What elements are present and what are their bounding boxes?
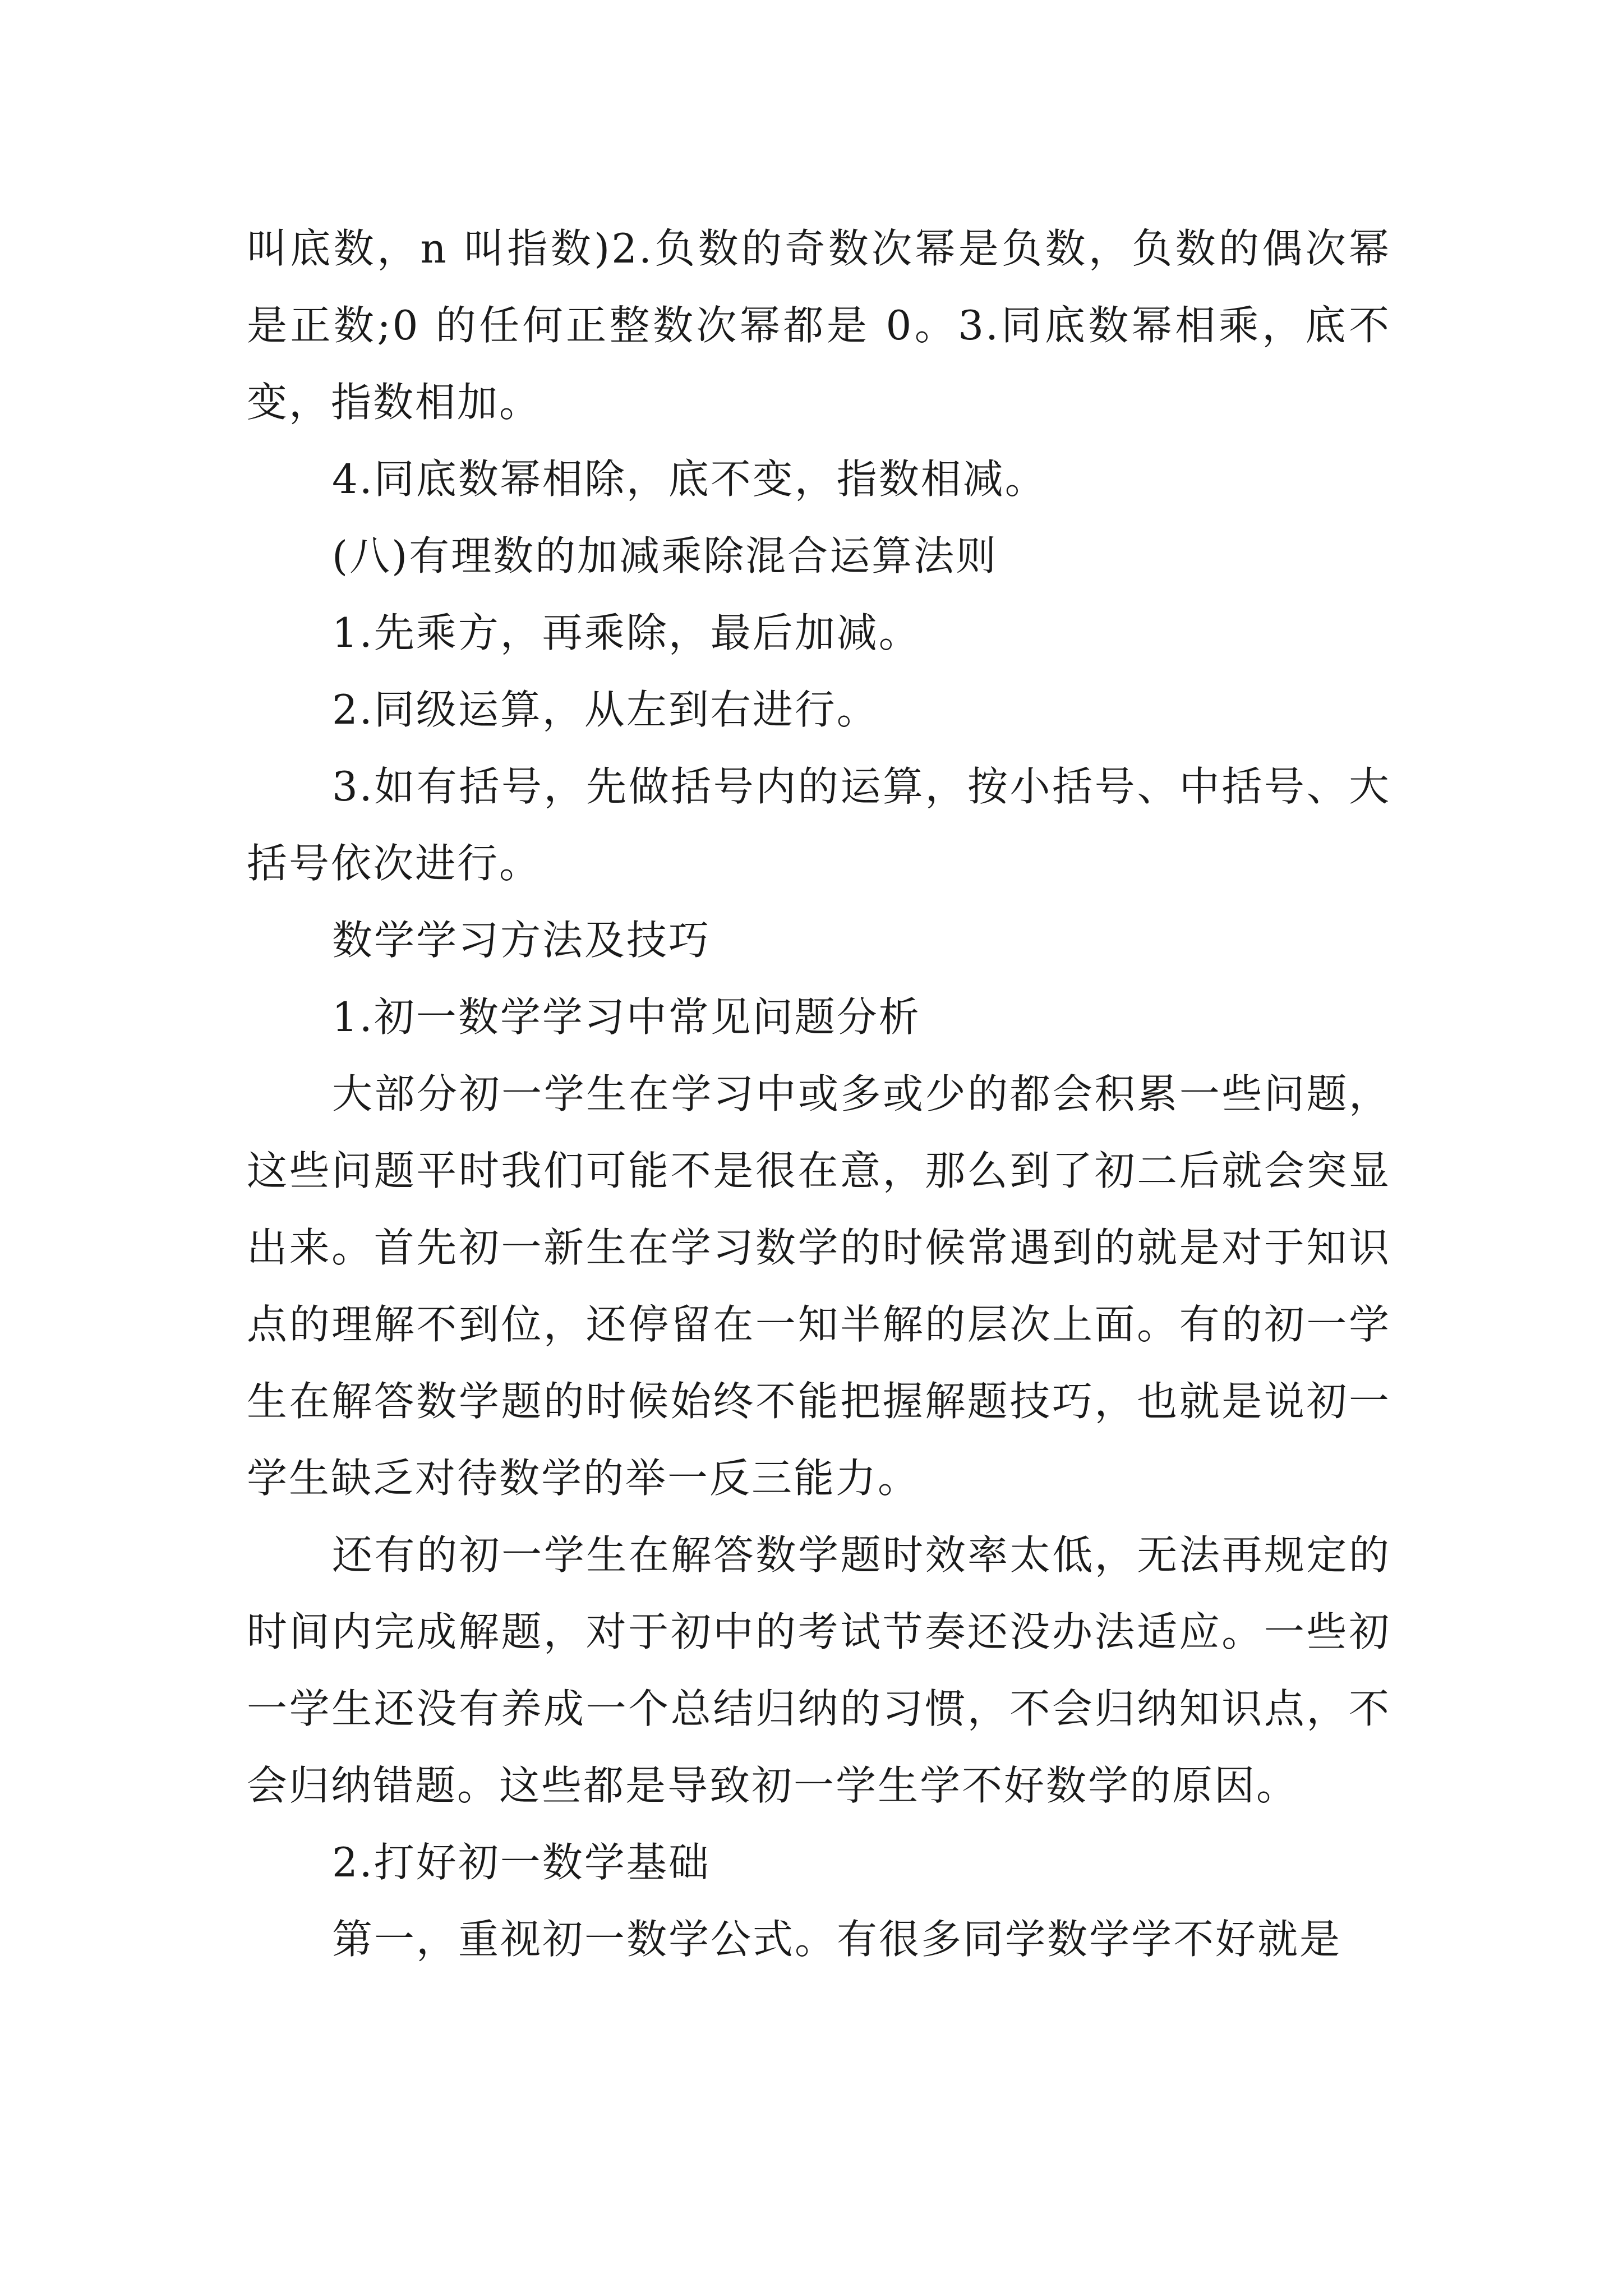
paragraph-10: 还有的初一学生在解答数学题时效率太低，无法再规定的时间内完成解题，对于初中的考试节奏还没办法适应。一些初一学生还没有养成一个总结归纳的习惯，不会归纳知识点，不会归纳错题。这些都是导致初一学生学不好数学的原因。 bbox=[247, 1531, 1391, 1809]
paragraph-2: 4.同底数幂相除，底不变，指数相减。 bbox=[332, 455, 1047, 503]
paragraph-6: 3.如有括号，先做括号内的运算，按小括号、中括号、大括号依次进行。 bbox=[247, 763, 1391, 887]
section-heading-methods: 数学学习方法及技巧 bbox=[332, 917, 711, 964]
subheading-1: 1.初一数学学习中常见问题分析 bbox=[332, 993, 921, 1041]
paragraph-5: 2.同级运算，从左到右进行。 bbox=[332, 686, 879, 733]
document-body bbox=[247, 210, 1391, 1978]
paragraph-4: 1.先乘方，再乘除，最后加减。 bbox=[332, 609, 921, 656]
subheading-2: 2.打好初一数学基础 bbox=[332, 1839, 711, 1886]
section-heading-8: (八)有理数的加减乘除混合运算法则 bbox=[332, 532, 998, 579]
paragraph-12: 第一，重视初一数学公式。有很多同学数学学不好就是 bbox=[332, 1916, 1342, 1963]
paragraph-1: 叫底数，n 叫指数)2.负数的奇数次幂是负数，负数的偶次幂是正数;0 的任何正整数次幂都是 0。3.同底数幂相乘，底不变，指数相加。 bbox=[247, 225, 1391, 426]
paragraph-9: 大部分初一学生在学习中或多或少的都会积累一些问题，这些问题平时我们可能不是很在意，那么到了初二后就会突显出来。首先初一新生在学习数学的时候常遇到的就是对于知识点的理解不到位，还停留在一知半解的层次上面。有的初一学生在解答数学题的时候始终不能把握解题技巧，也就是说初一学生缺乏对待数学的举一反三能力。 bbox=[247, 1070, 1391, 1502]
